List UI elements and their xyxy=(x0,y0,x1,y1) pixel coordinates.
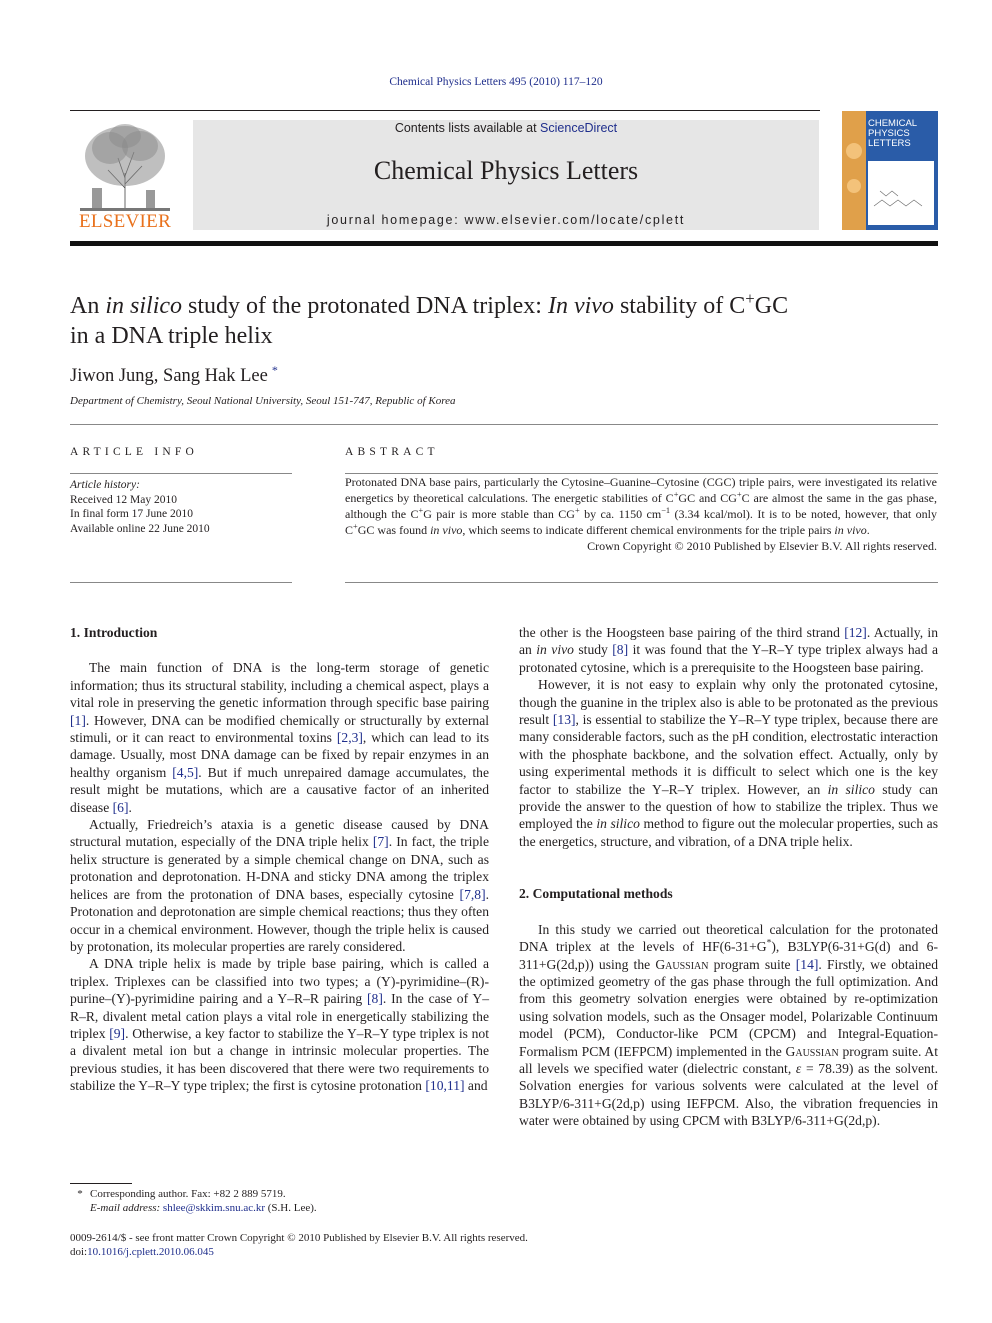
ref-link[interactable]: [8] xyxy=(612,642,629,658)
intro-paragraph-1: The main function of DNA is the long-term storage of genetic information; thus its structural stability, including a chemical aspect, plays a vital role in preserving the genetic information through specific base pairing [1]. However, DNA can be modified chemically or structurally by external stimuli, or it can react to environmental toxins [2,3], which can lead to its damage. Usually, most DNA damage can be fixed by repair enzymes in an healthy organism [4,5]. But if much unrepaired damage accumulates, the result might be mutations, which are a causative factor of an inherited disease [6]. xyxy=(70,660,490,815)
section-heading-computational-methods: 2. Computational methods xyxy=(519,886,673,902)
abstract-copyright: Crown Copyright © 2010 Published by Elsevier B.V. All rights reserved. xyxy=(587,539,937,553)
journal-cover[interactable] xyxy=(842,111,938,230)
intro-paragraph-2: Actually, Friedreich’s ataxia is a genetic disease caused by DNA structural mutation, especially of the DNA triple helix [7]. In fact, the triple helix structure is generated by a simple chemical change on DNA, such as protonation and deprotonation. H-DNA and sticky DNA among the triplex helices are from the protonation of DNA bases, especially cytosine [7,8]. Protonation and deprotonation are simple chemical reactions; thus they often occur in a chemical environment. However, though the triple helix is caused by protonation, its molecular properties are rarely considered. xyxy=(70,817,489,954)
author-email-link[interactable]: shlee@skkim.snu.ac.kr xyxy=(162,1202,266,1214)
journal-title: Chemical Physics Letters xyxy=(373,156,639,185)
right-column xyxy=(519,624,938,1130)
sciencedirect-link[interactable]: ScienceDirect xyxy=(540,121,618,135)
affiliation: Department of Chemistry, Seoul National University, Seoul 151-747, Republic of Korea xyxy=(70,395,456,407)
ref-link[interactable]: [14] xyxy=(795,956,819,972)
footnote: * Corresponding author. Fax: +82 2 889 5719. E-mail address: shlee@skkim.snu.ac.kr (S.H. Lee). xyxy=(77,1188,317,1214)
elsevier-logo[interactable] xyxy=(70,118,180,233)
affiliation-divider xyxy=(70,424,938,425)
header-thick-rule xyxy=(70,241,938,246)
corresponding-author-mark[interactable]: * xyxy=(271,363,278,377)
ref-link[interactable]: [7,8] xyxy=(459,886,486,902)
ref-link[interactable]: [4,5] xyxy=(172,764,199,780)
article-info-divider xyxy=(70,473,292,474)
article-history: Article history: Received 12 May 2010 In final form 17 June 2010 Available online 22 June 2010 xyxy=(70,479,210,535)
ref-link[interactable]: [2,3] xyxy=(336,730,363,746)
article-info-bottom-divider xyxy=(70,582,292,583)
abstract-text: Protonated DNA base pairs, particularly the Cytosine–Guanine–Cytosine (CGC) triple pairs, were investigated its relative energetics by theoretical calculations. The energetic stabilities of C+GC and CG+C are almost the same in the gas phase, although the C+G pair is more stable than CG+ by ca. 1150 $cm^{-1}$ (3.34 kcal/mol). It is to be noted, however, that only C+GC was found in vivo, which seems to indicate different chemical environments for the triple pairs in vivo. Crown Copyright © 2010 Published by Elsevier B.V. All rights reserved. xyxy=(345,475,938,553)
ref-link[interactable]: [9] xyxy=(109,1025,126,1041)
elsevier-wordmark: ELSEVIER xyxy=(78,211,172,232)
ref-link[interactable]: [12] xyxy=(844,625,867,640)
ref-link[interactable]: [1] xyxy=(70,712,86,728)
right-paragraph-2: However, it is not easy to explain why only the protonated cytosine, though the guanine in the triplex also is able to be protonated as the previous result [13], is essential to stabilize the Y–R–Y type triplex, because there are many considerable factors, such as the pH condition, electrostatic interaction with the phosphate backbone, and the solvation effect. Actually, only by using experimental methods it is difficult to select which one is the key factor to stabilize the Y–R–Y triplex. However, an in silico study can provide the answer to the question of how to stabilize the triplex. Thus we employed the in silico method to figure out the molecular properties, such as the energetics, structure, and vibration, of a DNA triple helix. xyxy=(519,677,938,849)
journal-reference[interactable]: Chemical Physics Letters 495 (2010) 117–120 xyxy=(389,76,603,88)
page-footer: 0009-2614/$ - see front matter Crown Copyright © 2010 Published by Elsevier B.V. All rights reserved. doi:10.1016/j.cplett.2010.06.045 xyxy=(70,1232,528,1258)
methods-paragraph: In this study we carried out theoretical calculation for the protonated DNA triplex at the levels of HF(6-31+G*), B3LYP(6-31+G(d) and 6-311+G(2d,p)) using the Gaussian program suite [14]. Firstly, we obtained the optimized geometry of the gas phase through the full optimization. And from this geometry solvation energies were obtained by re-optimization using solvation models, such as the Onsager model, Polarizable Continuum model (PCM), Conductor-like PCM (CPCM) and Integral-Equation-Formalism PCM (IEFPCM) implemented in the Gaussian program suite. At all levels we specified water (dielectric constant, ε = 78.39) as the solvent. Solvation energies for various solvents were calculated at the level of B3LYP/6-311+G(2d,p) using IEFPCM. Also, the vibration frequencies in water were obtained by using CPCM with B3LYP/6-311+G(2d,p). xyxy=(519,921,939,1129)
ref-link[interactable]: [7] xyxy=(372,834,389,850)
intro-paragraph-3: A DNA triple helix is made by triple base pairing, which is called a triplex. Triplexes can be classified into two types; a (Y)-pyrimidine–(R)-purine–(Y)-pyrimidine pairing and a Y–R–R pairing [8]. In the case of Y–R–R, divalent metal cation plays a vital role in energetically stabilizing the triplex [9]. Otherwise, a key factor to stabilize the Y–R–Y type triplex is not a divalent metal ion but a change in intrinsic molecular properties. The previous studies, it has been discovered that there were two requirements to stabilize the Y–R–Y type triplex; the first is cytosine protonation [10,11] and xyxy=(70,956,489,1094)
abstract-bottom-divider xyxy=(345,582,938,583)
left-column xyxy=(70,624,489,1095)
cover-title: CHEMICAL PHYSICS LETTERS xyxy=(868,118,917,149)
article-info-heading: ARTICLE INFO xyxy=(70,446,198,458)
top-divider xyxy=(70,110,820,111)
article-title: An in silico study of the protonated DNA triplex: In vivo stability of C+GC in a DNA triple helix xyxy=(70,289,789,349)
contents-line: Contents lists available at ScienceDirect xyxy=(394,121,618,135)
ref-link[interactable]: [10,11] xyxy=(425,1078,465,1094)
abstract-heading: ABSTRACT xyxy=(345,446,439,458)
journal-homepage[interactable]: journal homepage: www.elsevier.com/locate/cplett xyxy=(326,213,686,227)
footnote-divider xyxy=(70,1183,132,1184)
doi-link[interactable]: 10.1016/j.cplett.2010.06.045 xyxy=(87,1246,214,1258)
right-paragraph-1: the other is the Hoogsteen base pairing of the third strand [12]. Actually, in an in vivo study [8] it was found that the Y–R–Y type triplex always had a protonated cytosine, which is a prerequisite to the Hoogsteen base pairing. xyxy=(519,625,938,675)
section-heading-introduction: 1. Introduction xyxy=(70,625,158,640)
ref-link[interactable]: [13] xyxy=(552,712,576,728)
ref-link[interactable]: [8] xyxy=(367,991,383,1007)
ref-link[interactable]: [6] xyxy=(112,799,129,815)
author-list: Jiwon Jung, Sang Hak Lee * xyxy=(70,363,278,387)
